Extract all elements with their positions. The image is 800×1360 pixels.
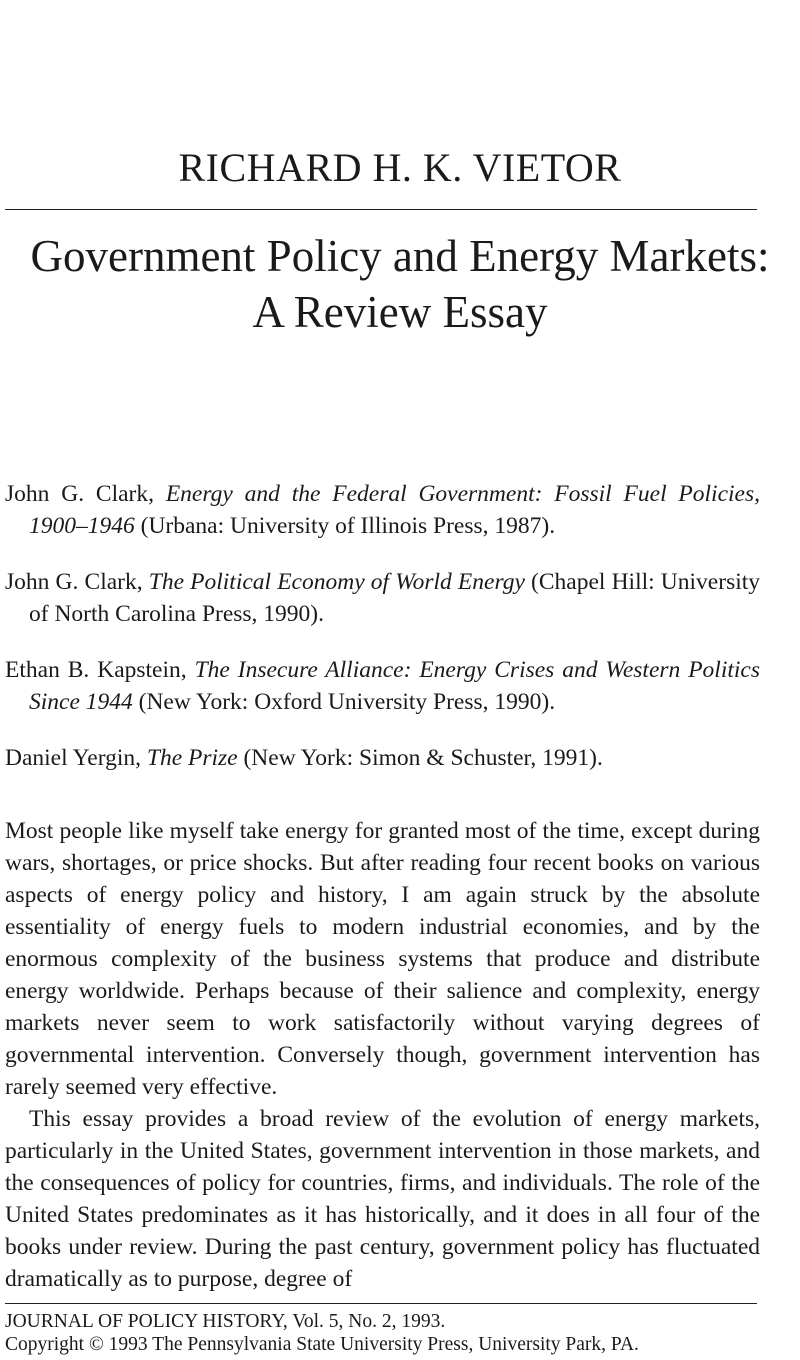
reference-book-title: The Political Economy of World Energy: [148, 569, 525, 595]
reference-author: Daniel Yergin,: [5, 745, 147, 771]
reference-publication: (New York: Oxford University Press, 1990).: [132, 689, 556, 715]
article-title: [0, 228, 800, 340]
body-paragraph-1: Most people like myself take energy for granted most of the time, except during wars, shortages, or price shocks. But after reading four recent books on various aspects of energy policy and history, I am again struck by the absolute essentiality of energy fuels to modern industrial economies, and by the enormous complexity of the business systems that produce and distribute energy worldwide. Perhaps because of their salience and complexity, energy markets never seem to work satisfactorily without varying degrees of governmental intervention. Conversely though, government intervention has rarely seemed very effective.: [5, 818, 760, 1100]
copyright-notice: Copyright © 1993 The Pennsylvania State University Press, University Park, PA.: [5, 1334, 639, 1355]
reference-book-title: Energy and the Federal Government: Fossil Fuel Policies, 1900–1946: [29, 481, 760, 539]
reference-item: [5, 478, 760, 542]
page-footer: [5, 1310, 760, 1356]
body-paragraph-2: This essay provides a broad review of the evolution of energy markets, particularly in the United States, government intervention in those markets, and the consequences of policy for countries, firms, and individuals. The role of the United States predominates as it has historically, and it does in all four of the books under review. During the past century, government policy has fluctuated dramatically as to purpose, degree of: [5, 1106, 760, 1292]
footer-divider: [5, 1303, 757, 1304]
title-line-1: Government Policy and Energy Markets:: [30, 231, 770, 281]
reference-publication: (New York: Simon & Schuster, 1991).: [237, 745, 603, 771]
reference-author: John G. Clark,: [5, 481, 166, 507]
reference-author: Ethan B. Kapstein,: [5, 657, 195, 683]
author-name: RICHARD H. K. VIETOR: [178, 145, 622, 190]
reference-author: John G. Clark,: [5, 569, 149, 595]
journal-citation: JOURNAL OF POLICY HISTORY, Vol. 5, No. 2, 1993.: [5, 1311, 446, 1332]
reference-book-title: The Insecure Alliance: Energy Crises and Western Politics Since 1944: [29, 657, 760, 715]
essay-body: [5, 815, 760, 1295]
reference-book-title: The Prize: [146, 745, 238, 771]
reference-item: [5, 742, 760, 774]
title-line-2: A Review Essay: [252, 287, 548, 337]
reference-publication: (Chapel Hill: University of North Carolina Press, 1990).: [29, 569, 761, 627]
reviewed-books-list: [5, 478, 760, 798]
reference-item: [5, 654, 760, 718]
header-divider: [5, 209, 757, 210]
reference-item: [5, 566, 760, 630]
reference-publication: (Urbana: University of Illinois Press, 1987).: [134, 513, 556, 539]
